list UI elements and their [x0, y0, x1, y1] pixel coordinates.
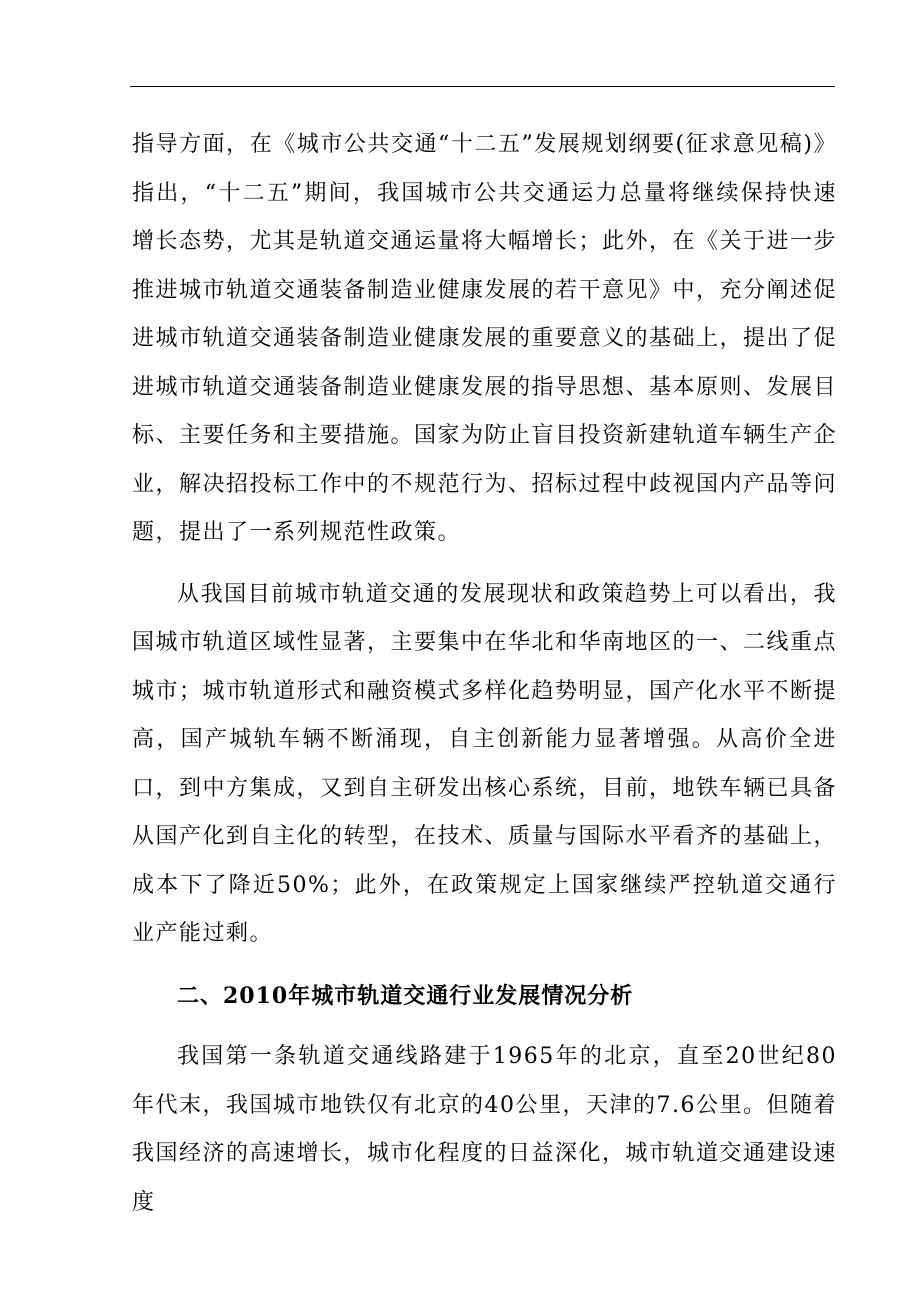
- paragraph-development-status: 从我国目前城市轨道交通的发展现状和政策趋势上可以看出，我国城市轨道区域性显著，主要集中在华北和华南地区的一、二线重点城市；城市轨道形式和融资模式多样化趋势明显，国产化水平不断提高，国产城轨车辆不断涌现，自主创新能力显著增强。从高价全进口，到中方集成，又到自主研发出核心系统，目前，地铁车辆已具备从国产化到自主化的转型，在技术、质量与国际水平看齐的基础上，成本下了降近50%；此外，在政策规定上国家继续严控轨道交通行业产能过剩。: [132, 581, 838, 946]
- paragraph-gap: [132, 1020, 837, 1033]
- paragraph-gap: [132, 959, 837, 972]
- header-rule: [130, 86, 835, 87]
- paragraph-policy-guidance: 指导方面，在《城市公共交通“十二五”发展规划纲要(征求意见稿)》指出，“十二五”期间，我国城市公共交通运力总量将继续保持快速增长态势，尤其是轨道交通运量将大幅增长；此外，在《关于进一步推进城市轨道交通装备制造业健康发展的若干意见》中，充分阐述促进城市轨道交通装备制造业健康发展的重要意义的基础上，提出了促进城市轨道交通装备制造业健康发展的指导思想、基本原则、发展目标、主要任务和主要措施。国家为防止盲目投资新建轨道车辆生产企业，解决招投标工作中的不规范行为、招标过程中歧视国内产品等问题，提出了一系列规范性政策。: [132, 132, 838, 545]
- document-body: [132, 121, 837, 1227]
- paragraph-gap: [132, 558, 837, 571]
- section-heading: 二、2010年城市轨道交通行业发展情况分析: [177, 982, 634, 1009]
- paragraph-history: 我国第一条轨道交通线路建于1965年的北京，直至20世纪80年代末，我国城市地铁仅有北京的40公里，天津的7.6公里。但随着我国经济的高速增长，城市化程度的日益深化，城市轨道交通建设速度: [132, 1044, 838, 1215]
